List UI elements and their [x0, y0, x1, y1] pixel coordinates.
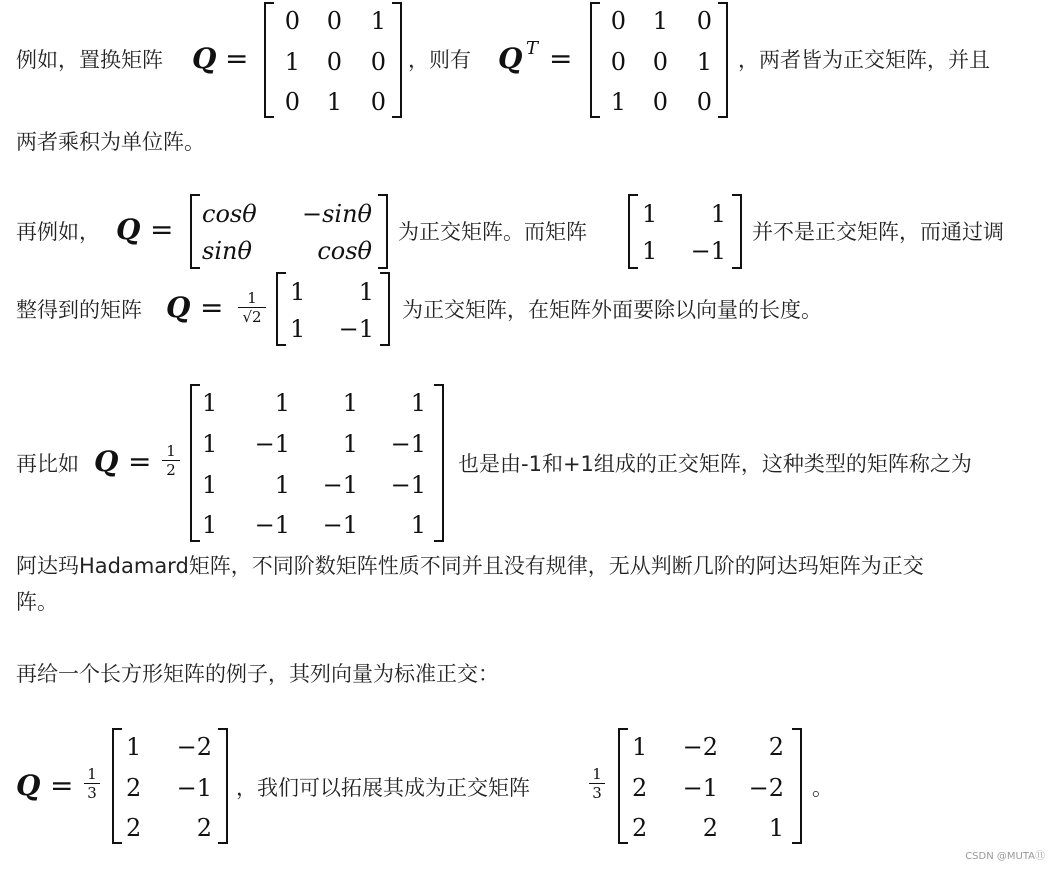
- matrix-cell: 1: [358, 278, 374, 306]
- matrix-cell: −sinθ: [301, 200, 372, 228]
- matrix-cell: 0: [696, 88, 712, 116]
- bracket-right: [380, 272, 390, 346]
- p3-line3: 阵。: [16, 590, 58, 614]
- transpose-matrix: [590, 2, 728, 118]
- p1-suffix: ，两者皆为正交矩阵，并且: [738, 48, 990, 72]
- matrix-cell: −1: [682, 774, 718, 802]
- bracket-right: [434, 384, 444, 542]
- matrix-cell: 1: [652, 7, 668, 35]
- p4-line: 再给一个长方形矩阵的例子，其列向量为标准正交：: [16, 662, 499, 686]
- matrix-cell: 1: [410, 511, 426, 539]
- matrix-cell: 1: [610, 88, 626, 116]
- p2-line2-suffix: 为正交矩阵，在矩阵外面要除以向量的长度。: [402, 298, 822, 322]
- matrix-cell: 0: [610, 48, 626, 76]
- rectangular-matrix-3x2: [112, 728, 228, 844]
- q-symbol: Q: [166, 291, 191, 324]
- matrix-cell: 2: [632, 814, 648, 842]
- matrix-cell: 1: [710, 200, 726, 228]
- matrix-cell: 2: [126, 814, 142, 842]
- fraction-denominator: 2: [166, 461, 176, 479]
- matrix-cell: 0: [370, 48, 386, 76]
- rotation-matrix: [190, 194, 388, 269]
- matrix-cell: 1: [632, 733, 648, 761]
- equals: =: [128, 445, 152, 478]
- matrix-cell: 1: [284, 48, 300, 76]
- q-symbol: Q: [498, 42, 523, 75]
- p1-mid: ，则有: [408, 48, 471, 72]
- matrix-cell: −1: [338, 315, 374, 343]
- matrix-cell: −1: [322, 471, 358, 499]
- fraction-numerator: 1: [592, 765, 602, 783]
- p3-prefix: 再比如: [16, 452, 79, 476]
- matrix-cell: 1: [642, 237, 658, 265]
- hadamard-2x2-unnormalized: [628, 194, 742, 269]
- matrix-cell: −1: [254, 511, 290, 539]
- bracket-right: [792, 728, 802, 844]
- fraction-numerator: 1: [87, 765, 97, 783]
- bracket-right: [378, 194, 388, 269]
- q-symbol: Q: [116, 213, 141, 246]
- bracket-right: [718, 2, 728, 118]
- transpose-superscript: T: [526, 38, 539, 59]
- matrix-cell: 1: [202, 511, 218, 539]
- matrix-cell: −1: [176, 774, 212, 802]
- matrix-cell: 1: [202, 471, 218, 499]
- p1-line2: 两者乘积为单位阵。: [16, 130, 205, 154]
- equals: =: [225, 42, 249, 75]
- matrix-cell: 2: [196, 814, 212, 842]
- hadamard-4x4: [190, 384, 444, 542]
- p2-line2-prefix: 整得到的矩阵: [16, 298, 142, 322]
- matrix-cell: −2: [176, 733, 212, 761]
- matrix-cell: 1: [290, 278, 306, 306]
- bracket-left: [618, 728, 628, 844]
- matrix-cell: 1: [642, 200, 658, 228]
- permutation-matrix-q: [264, 2, 402, 118]
- matrix-cell: 1: [274, 471, 290, 499]
- matrix-cell: −1: [254, 430, 290, 458]
- fraction-one-half: [162, 443, 180, 478]
- bracket-right: [732, 194, 742, 269]
- matrix-cell: −1: [390, 471, 426, 499]
- fraction-one-third: [589, 766, 605, 801]
- p2-suffix: 并不是正交矩阵，而通过调: [752, 220, 1004, 244]
- bracket-right: [392, 2, 402, 118]
- matrix-cell: 0: [696, 7, 712, 35]
- equals: =: [50, 769, 74, 802]
- extended-orthogonal-matrix-3x3: [618, 728, 802, 844]
- fraction-denominator: √2: [242, 308, 262, 326]
- matrix-cell: 1: [370, 7, 386, 35]
- fraction-one-third: [84, 766, 100, 801]
- matrix-cell: 2: [632, 774, 648, 802]
- matrix-cell: −2: [748, 774, 784, 802]
- bracket-left: [628, 194, 638, 269]
- matrix-cell: 1: [768, 814, 784, 842]
- fraction-numerator: 1: [247, 289, 257, 307]
- equals: =: [150, 213, 174, 246]
- matrix-cell: cosθ: [317, 237, 372, 265]
- p3-suffix: 也是由-1和+1组成的正交矩阵，这种类型的矩阵称之为: [458, 452, 972, 476]
- equals: =: [200, 291, 224, 324]
- matrix-cell: 1: [410, 389, 426, 417]
- p1-prefix: 例如，置换矩阵: [16, 48, 163, 72]
- matrix-cell: 1: [342, 389, 358, 417]
- p2-mid: 为正交矩阵。而矩阵: [398, 220, 587, 244]
- bracket-left: [264, 2, 274, 118]
- matrix-cell: 0: [652, 48, 668, 76]
- matrix-cell: 2: [702, 814, 718, 842]
- bracket-left: [190, 194, 200, 269]
- matrix-cell: 1: [274, 389, 290, 417]
- matrix-cell: 0: [652, 88, 668, 116]
- bracket-right: [218, 728, 228, 844]
- fraction-denominator: 3: [87, 784, 97, 802]
- fraction-numerator: 1: [166, 442, 176, 460]
- matrix-cell: 0: [284, 7, 300, 35]
- matrix-cell: 0: [326, 7, 342, 35]
- matrix-cell: −1: [690, 237, 726, 265]
- equals: =: [549, 42, 573, 75]
- matrix-cell: cosθ: [202, 200, 257, 228]
- matrix-cell: 1: [202, 430, 218, 458]
- matrix-cell: −2: [682, 733, 718, 761]
- matrix-cell: 1: [202, 389, 218, 417]
- matrix-cell: 0: [610, 7, 626, 35]
- matrix-cell: 1: [342, 430, 358, 458]
- q-symbol: Q: [16, 769, 41, 802]
- p2-prefix: 再例如，: [16, 220, 100, 244]
- p5-end: 。: [812, 776, 833, 800]
- p3-line2: 阿达玛Hadamard矩阵，不同阶数矩阵性质不同并且没有规律，无从判断几阶的阿达玛矩阵为正交: [16, 554, 924, 578]
- matrix-cell: −1: [322, 511, 358, 539]
- bracket-left: [276, 272, 286, 346]
- matrix-cell: −1: [390, 430, 426, 458]
- q-symbol: Q: [192, 42, 217, 75]
- matrix-cell: 1: [290, 315, 306, 343]
- matrix-cell: 2: [126, 774, 142, 802]
- matrix-cell: 0: [326, 48, 342, 76]
- matrix-cell: 2: [768, 733, 784, 761]
- p5-mid: ，我们可以拓展其成为正交矩阵: [236, 776, 530, 800]
- fraction-one-over-root2: [238, 290, 266, 325]
- fraction-denominator: 3: [592, 784, 602, 802]
- watermark: CSDN @MUTA⑪: [965, 851, 1045, 862]
- q-symbol: Q: [94, 445, 119, 478]
- matrix-cell: 0: [284, 88, 300, 116]
- matrix-cell: 1: [326, 88, 342, 116]
- matrix-cell: 0: [370, 88, 386, 116]
- matrix-cell: 1: [696, 48, 712, 76]
- bracket-left: [590, 2, 600, 118]
- hadamard-2x2-normalized: [276, 272, 390, 346]
- bracket-left: [112, 728, 122, 844]
- matrix-cell: 1: [126, 733, 142, 761]
- bracket-left: [190, 384, 200, 542]
- matrix-cell: sinθ: [202, 237, 252, 265]
